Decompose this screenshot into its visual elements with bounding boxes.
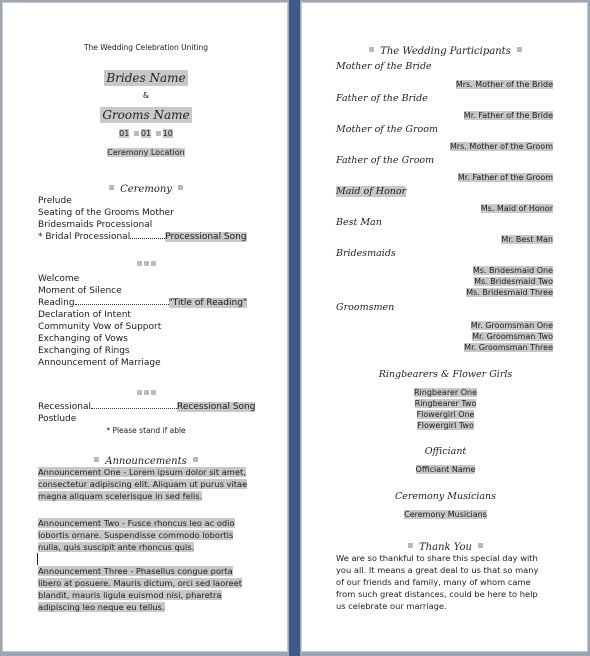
leader-dots xyxy=(91,401,177,409)
participants-heading: The Wedding Participants xyxy=(380,46,511,57)
program-label: Reading xyxy=(38,298,75,308)
ring-flower-name[interactable]: Ringbearer One xyxy=(414,388,477,397)
program-item: Community Vow of Support xyxy=(38,322,162,332)
bridesmaids-heading: Bridesmaids xyxy=(336,248,396,259)
section-divider xyxy=(3,251,289,270)
recessional-row xyxy=(38,401,254,413)
announcements-heading: Announcements xyxy=(105,456,187,467)
role-name[interactable]: Ms. Maid of Honor xyxy=(480,204,553,213)
announcement-one[interactable] xyxy=(38,466,254,502)
program-item: Seating of the Grooms Mother xyxy=(38,208,174,218)
thank-you-line: We are so thankful to share this special day with xyxy=(336,553,538,563)
bridesmaid-name[interactable]: Ms. Bridesmaid One xyxy=(472,266,553,275)
role-label: Mother of the Groom xyxy=(336,124,438,135)
bridesmaids-list xyxy=(466,265,553,298)
thank-you-message xyxy=(336,552,538,612)
page-gutter xyxy=(289,0,300,656)
ornament-icon xyxy=(408,543,413,548)
announcement-line: Announcement One - Lorem ipsum dolor sit amet, xyxy=(38,467,246,477)
announcement-line: Announcement Two - Fusce rhoncus leo ac odio xyxy=(38,518,235,528)
announcement-line: nulla, quis suscipit ante rhoncus quis. xyxy=(38,542,195,552)
ornament-icon xyxy=(517,47,522,52)
program-item: Welcome xyxy=(38,274,80,284)
role-label: Best Man xyxy=(336,217,382,228)
grooms-name[interactable]: Grooms Name xyxy=(102,108,190,122)
reading-title[interactable]: "Title of Reading" xyxy=(168,298,248,308)
announcement-line: blandit, mauris ligula euismod nisi, pharetra xyxy=(38,590,222,600)
bridesmaid-name[interactable]: Ms. Bridesmaid Two xyxy=(474,277,553,286)
ornament-icon xyxy=(193,457,198,462)
groomsman-name[interactable]: Mr. Groomsman Three xyxy=(464,343,553,352)
groomsman-name[interactable]: Mr. Groomsman Two xyxy=(472,332,553,341)
program-item: Declaration of Intent xyxy=(38,310,131,320)
ring-flower-name[interactable]: Ringbearer Two xyxy=(414,399,477,408)
program-label: Recessional xyxy=(38,402,91,412)
left-page xyxy=(2,2,288,652)
announcement-line: lobortis ornare. Suspendisse commodo lobortis xyxy=(38,530,234,540)
groomsman-name[interactable]: Mr. Groomsman One xyxy=(470,321,553,330)
role-label-wrap xyxy=(336,186,406,197)
thank-you-line: of our friends and family, many of whom came xyxy=(336,577,531,587)
announcement-line: consectetur adipiscing elit. Aliquam ut purus vitae xyxy=(38,479,248,489)
program-list-1 xyxy=(38,195,174,231)
date-month[interactable]: 01 xyxy=(119,129,130,138)
officiant-name[interactable]: Officiant Name xyxy=(415,465,476,474)
program-list-2a xyxy=(38,273,122,297)
ring-flower-name[interactable]: Flowergirl One xyxy=(416,410,475,419)
grooms-name-wrap xyxy=(3,104,289,123)
officiant-wrap xyxy=(302,464,589,475)
thank-you-heading: Thank You xyxy=(419,542,472,553)
announcement-line: libero at posuere. Mauris dictum, orci sed laoreet xyxy=(38,578,243,588)
bridal-processional-row xyxy=(38,231,254,243)
program-item: Exchanging of Vows xyxy=(38,334,128,344)
role-label: Mother of the Bride xyxy=(336,61,432,72)
role-name[interactable]: Mr. Father of the Groom xyxy=(457,173,553,182)
brides-name-wrap xyxy=(3,67,289,86)
date-separator-icon xyxy=(134,131,139,136)
role-name[interactable]: Mrs. Mother of the Bride xyxy=(455,80,553,89)
announcement-three[interactable] xyxy=(38,565,254,613)
role-name-wrap xyxy=(464,110,553,121)
ceremony-heading: Ceremony xyxy=(120,184,172,195)
role-name-wrap xyxy=(481,203,553,214)
thank-you-line: you all. It means a great deal to us that so many xyxy=(336,565,539,575)
processional-song[interactable]: Processional Song xyxy=(165,232,247,242)
right-page xyxy=(301,2,588,652)
role-name-wrap xyxy=(501,234,553,245)
ornament-icon xyxy=(94,457,99,462)
program-item: Prelude xyxy=(38,196,72,206)
role-name-wrap xyxy=(458,172,553,183)
recessional-song[interactable]: Recessional Song xyxy=(176,402,256,412)
thank-you-line: from such great distances, could be here to help xyxy=(336,589,538,599)
musicians-heading: Ceremony Musicians xyxy=(394,491,497,502)
program-item: Exchanging of Rings xyxy=(38,346,130,356)
ceremony-location[interactable]: Ceremony Location xyxy=(107,148,185,157)
ring-flower-name[interactable]: Flowergirl Two xyxy=(417,421,474,430)
brides-name[interactable]: Brides Name xyxy=(106,71,186,85)
announcement-two[interactable] xyxy=(38,517,254,553)
date-year[interactable]: 10 xyxy=(162,129,173,138)
section-divider xyxy=(3,380,289,399)
thank-you-line: us celebrate our marriage. xyxy=(336,601,447,611)
ring-flower-list xyxy=(302,387,589,431)
role-name[interactable]: Mr. Best Man xyxy=(501,235,553,244)
date-separator-icon xyxy=(156,131,161,136)
ornament-icon xyxy=(178,185,183,190)
musicians-wrap xyxy=(302,509,589,520)
announcement-line: Announcement Three - Phasellus congue porta xyxy=(38,566,233,576)
program-list-2b xyxy=(38,309,161,369)
announcement-line: magna aliquam scelerisque in sed felis. xyxy=(38,491,203,501)
ceremony-heading-row xyxy=(3,177,289,196)
groomsmen-heading: Groomsmen xyxy=(336,302,395,313)
program-label: * Bridal Processional xyxy=(38,232,131,242)
date-line xyxy=(3,128,289,139)
announcement-line: adipiscing leo neque eu tellus. xyxy=(38,602,165,612)
role-name[interactable]: Mrs. Mother of the Groom xyxy=(449,142,553,151)
groomsmen-list xyxy=(464,320,553,353)
participants-heading-row xyxy=(302,39,589,58)
role-name-wrap xyxy=(450,141,553,152)
musicians-name[interactable]: Ceremony Musicians xyxy=(404,510,487,519)
ornament-icon xyxy=(109,185,114,190)
program-item: Bridesmaids Processional xyxy=(38,220,153,230)
postlude: Postlude xyxy=(38,414,77,424)
location-wrap xyxy=(3,140,289,159)
header-line: The Wedding Celebration Uniting xyxy=(83,43,209,52)
bridesmaid-name[interactable]: Ms. Bridesmaid Three xyxy=(466,288,553,297)
leader-dots xyxy=(130,231,165,239)
program-item: Moment of Silence xyxy=(38,286,122,296)
role-name-wrap xyxy=(456,79,553,90)
role-label: Father of the Bride xyxy=(336,93,428,104)
role-name[interactable]: Mr. Father of the Bride xyxy=(463,111,553,120)
role-label: Father of the Groom xyxy=(336,155,435,166)
ring-flower-heading: Ringbearers & Flower Girls xyxy=(378,369,513,380)
stand-note: * Please stand if able xyxy=(106,426,186,435)
date-day[interactable]: 01 xyxy=(140,129,152,138)
ornament-icon xyxy=(478,543,483,548)
leader-dots xyxy=(75,297,169,305)
reading-row xyxy=(38,297,254,309)
ornament-icon xyxy=(369,47,374,52)
role-label: Maid of Honor xyxy=(336,186,407,197)
program-item: Announcement of Marriage xyxy=(38,358,161,368)
officiant-heading: Officiant xyxy=(424,446,467,457)
ampersand: & xyxy=(142,91,150,100)
text-cursor xyxy=(37,553,38,565)
